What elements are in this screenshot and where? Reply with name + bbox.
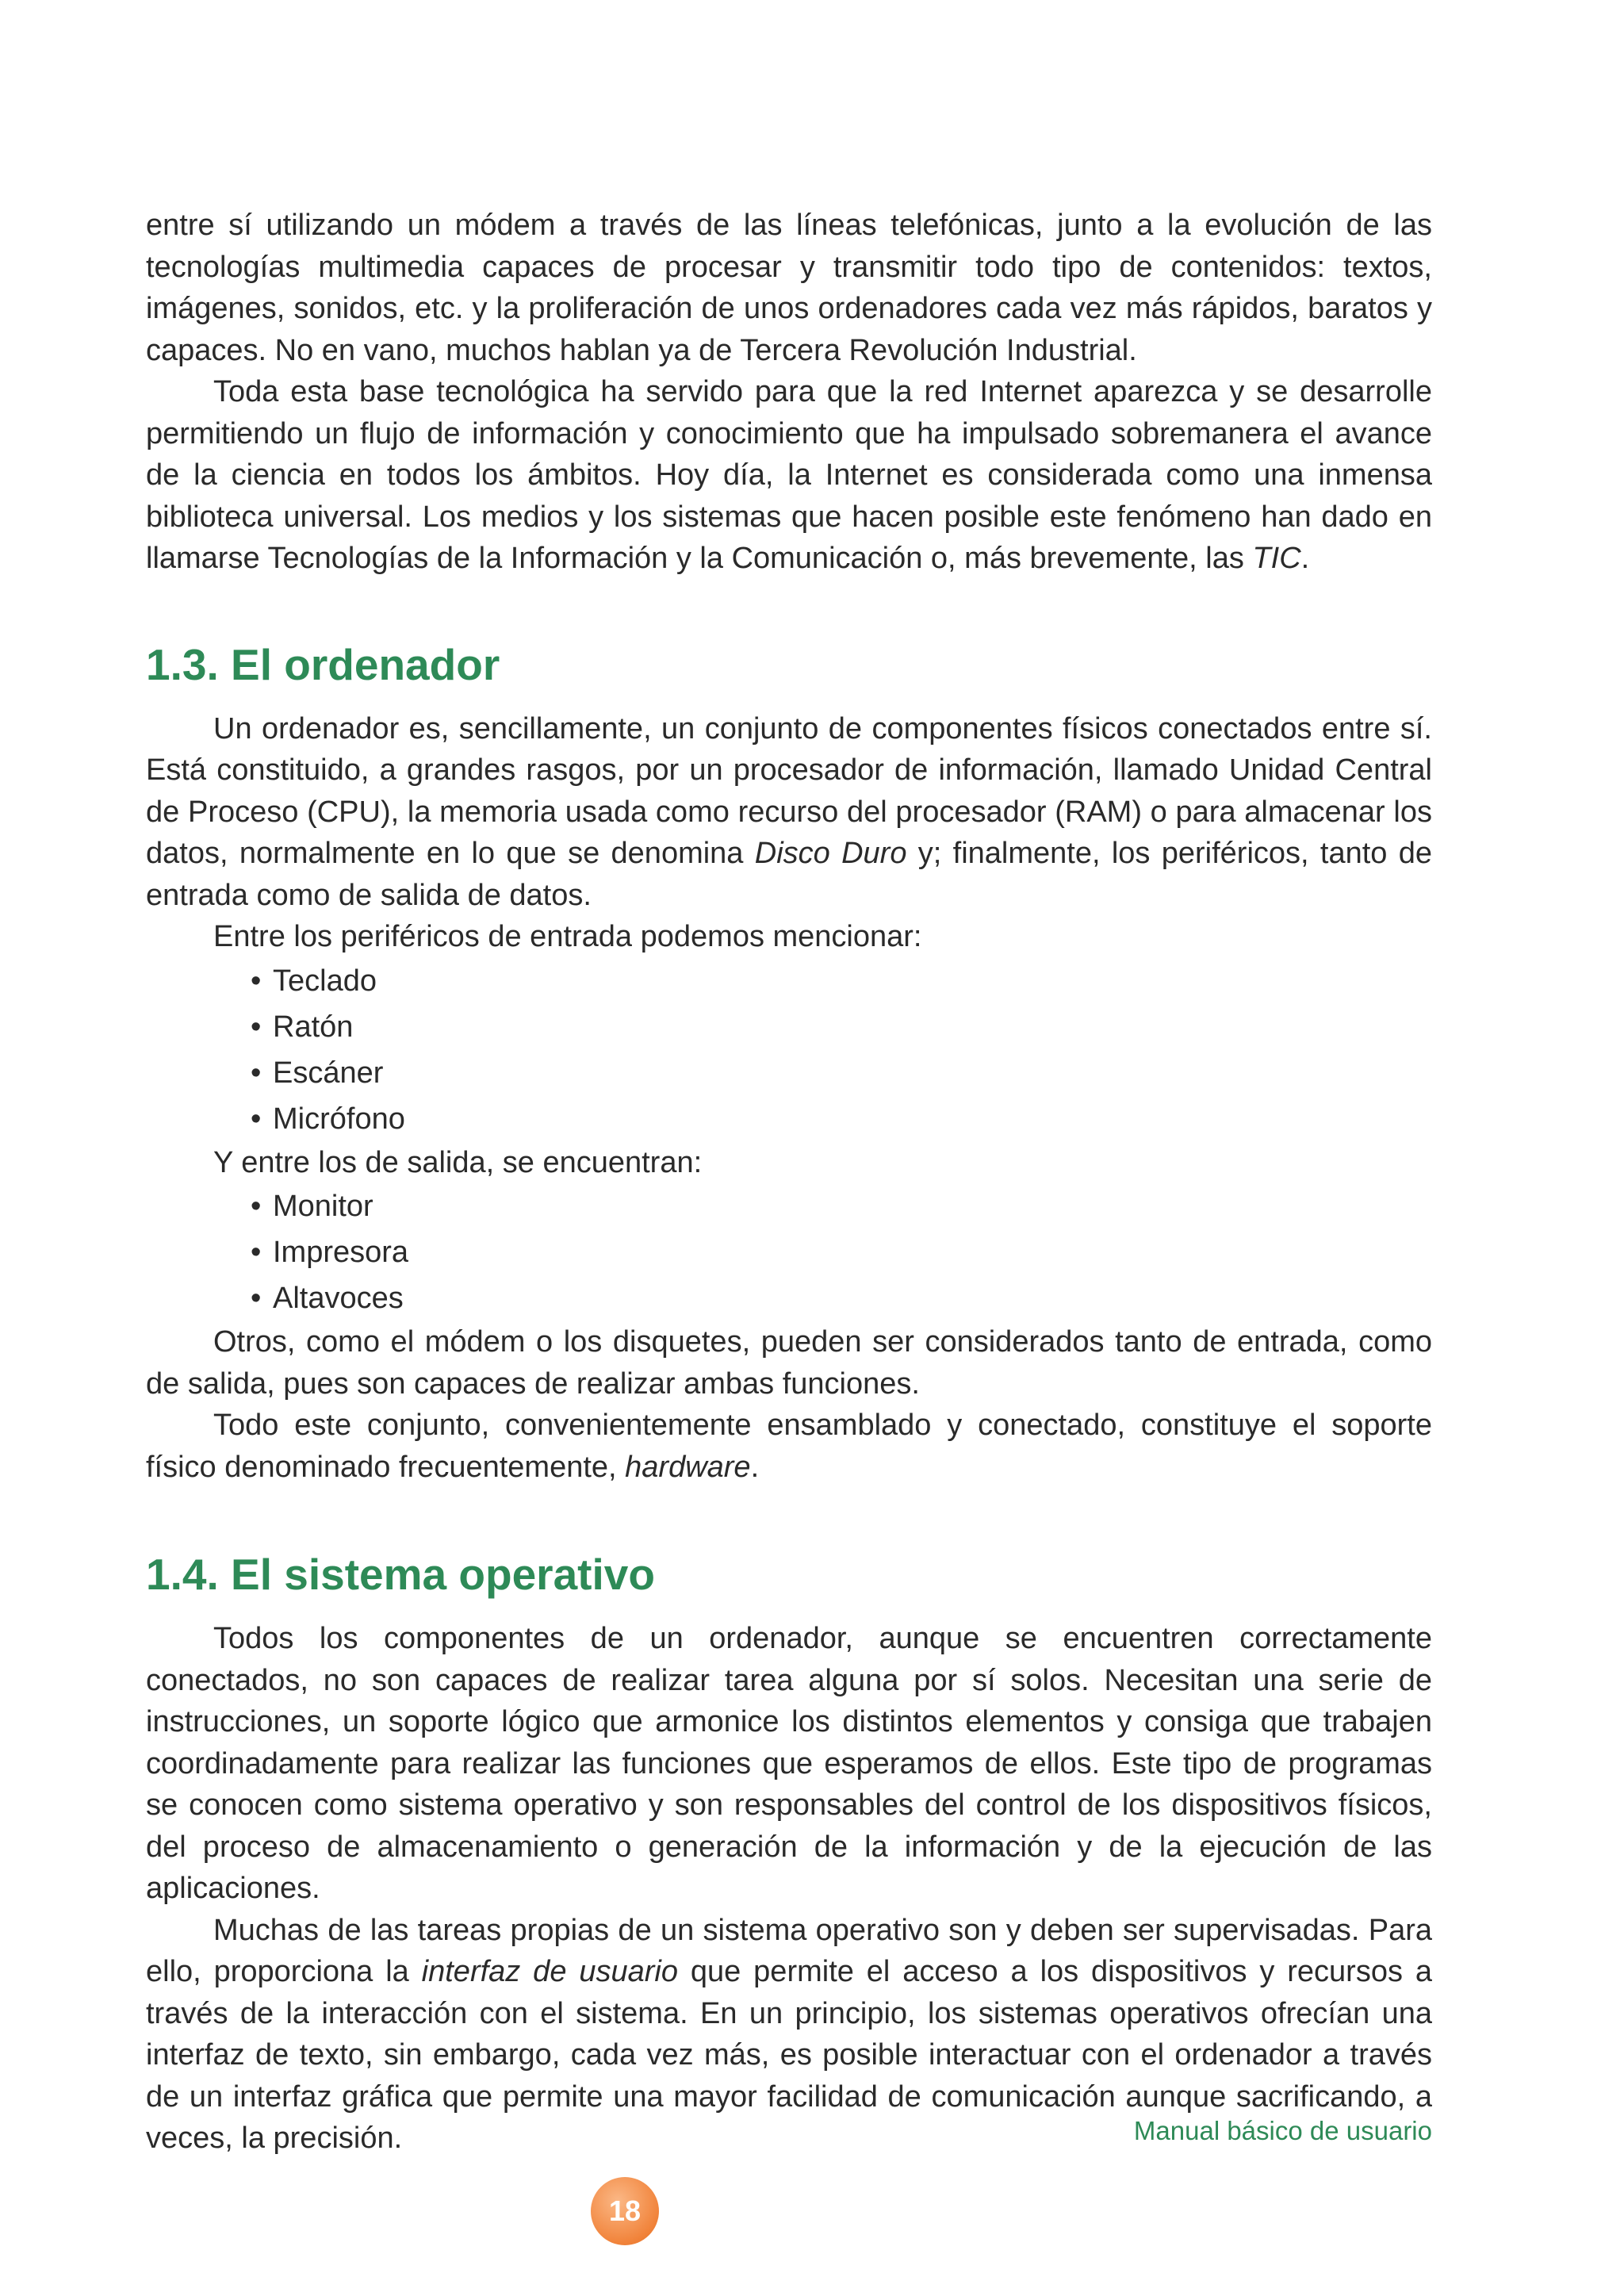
section13-paragraph-3-end: .: [750, 1450, 760, 1484]
section13-paragraph-3-emphasis: hardware: [625, 1450, 751, 1484]
bullet-icon: •: [251, 1190, 262, 1223]
bullet-icon: •: [251, 1236, 262, 1269]
list-item-label: Monitor: [273, 1190, 373, 1223]
list-item: [146, 1004, 1432, 1050]
output-peripherals-list: [146, 1183, 1432, 1321]
section13-paragraph-1-text: Un ordenador es, sencillamente, un conjunto de componentes físicos conectados entre sí. Está constituido, a grandes rasgos, por un procesador de información, llamado Unidad Central de Proceso (CPU), la memoria usada como recurso del procesador (RAM) o para almacenar los datos, normalmente en lo que se denomina: [146, 711, 1432, 870]
list-item-label: Teclado: [273, 964, 377, 998]
bullet-icon: •: [251, 1010, 262, 1044]
section13-paragraph-3-text: Todo este conjunto, convenientemente ensamblado y conectado, constituye el soporte físico denominado frecuentemente,: [146, 1409, 1432, 1484]
section14-paragraph-2-end: que permite el acceso a los dispositivos y recursos a través de la interacción con el sistema. En un principio, los sistemas operativos ofrecían una interfaz de texto, sin embargo, cada vez más, es posible interactuar con el ordenador a través de un interfaz gráfica que permite una mayor facilidad de comunicación aunque sacrificando, a veces, la precisión.: [146, 1955, 1432, 2155]
section13-paragraph-3: [146, 1405, 1432, 1488]
section-heading-sistema-operativo: 1.4. El sistema operativo: [146, 1550, 655, 1599]
bullet-icon: •: [251, 964, 262, 998]
input-peripherals-list: [146, 958, 1432, 1142]
section13-paragraph-1-emphasis: Disco Duro: [754, 837, 907, 870]
list-item: [146, 1275, 1432, 1321]
section13-paragraph-2-text: Otros, como el módem o los disquetes, pueden ser considerados tanto de entrada, como de salida, pues son capaces de realizar ambas funciones.: [146, 1325, 1432, 1401]
intro-paragraph-2-emphasis: TIC: [1252, 542, 1301, 575]
intro-paragraph-1: [146, 205, 1432, 371]
bullet-icon: •: [251, 1056, 262, 1090]
bullet-icon: •: [251, 1102, 262, 1136]
bullet-icon: •: [251, 1282, 262, 1315]
section14-paragraph-2-text: Muchas de las tareas propias de un sistema operativo son y deben ser supervisadas. Para ello, proporciona la: [146, 1913, 1432, 1988]
list-item: [146, 1229, 1432, 1275]
list-item: [146, 958, 1432, 1004]
section13-paragraph-2: [146, 1321, 1432, 1405]
section14-paragraph-1: [146, 1618, 1432, 1910]
list-item-label: Impresora: [273, 1236, 409, 1269]
page-number-badge: [591, 2177, 659, 2245]
intro-paragraph-2-text: Toda esta base tecnológica ha servido para que la red Internet aparezca y se desarrolle permitiendo un flujo de información y conocimiento que ha impulsado sobremanera el avance de la ciencia en todos los ámbitos. Hoy día, la Internet es considerada como una inmensa biblioteca universal. Los medios y los sistemas que hacen posible este fenómeno han dado en llamarse Tecnologías de la Información y la Comunicación o, más brevemente, las: [146, 375, 1432, 575]
intro-paragraph-1-text: entre sí utilizando un módem a través de las líneas telefónicas, junto a la evolución de las tecnologías multimedia capaces de procesar y transmitir todo tipo de contenidos: textos, imágenes, sonidos, etc. y la proliferación de unos ordenadores cada vez más rápidos, baratos y capaces. No en vano, muchos hablan ya de Tercera Revolución Industrial.: [146, 209, 1432, 367]
list-item-label: Altavoces: [273, 1282, 404, 1315]
list-item: [146, 1096, 1432, 1142]
footer-manual-title: Manual básico de usuario: [1133, 2116, 1432, 2145]
page-number: 18: [608, 2194, 642, 2227]
input-peripherals-intro: Entre los periféricos de entrada podemos mencionar:: [213, 920, 922, 953]
intro-paragraph-2-end: .: [1300, 542, 1310, 575]
page-content: [146, 205, 1432, 2160]
section-heading-ordenador: 1.3. El ordenador: [146, 639, 500, 689]
list-item: [146, 1050, 1432, 1096]
list-item-label: Ratón: [273, 1010, 354, 1044]
section13-paragraph-1-end: y; finalmente, los periféricos, tanto de entrada como de salida de datos.: [146, 837, 1432, 912]
list-item-label: Escáner: [273, 1056, 384, 1090]
section14-paragraph-2-emphasis: interfaz de usuario: [421, 1955, 678, 1988]
output-peripherals-intro: Y entre los de salida, se encuentran:: [213, 1145, 703, 1179]
section14-paragraph-1-text: Todos los componentes de un ordenador, aunque se encuentren correctamente conectados, no son capaces de realizar tarea alguna por sí solos. Necesitan una serie de instrucciones, un soporte lógico que armonice los distintos elementos y consiga que trabajen coordinadamente para realizar las funciones que esperamos de ellos. Este tipo de programas se conocen como sistema operativo y son responsables del control de los dispositivos físicos, del proceso de almacenamiento o generación de la información y de la ejecución de las aplicaciones.: [146, 1622, 1432, 1905]
section13-paragraph-1: [146, 708, 1432, 917]
intro-paragraph-2: [146, 371, 1432, 580]
list-item: [146, 1183, 1432, 1229]
list-item-label: Micrófono: [273, 1102, 405, 1136]
